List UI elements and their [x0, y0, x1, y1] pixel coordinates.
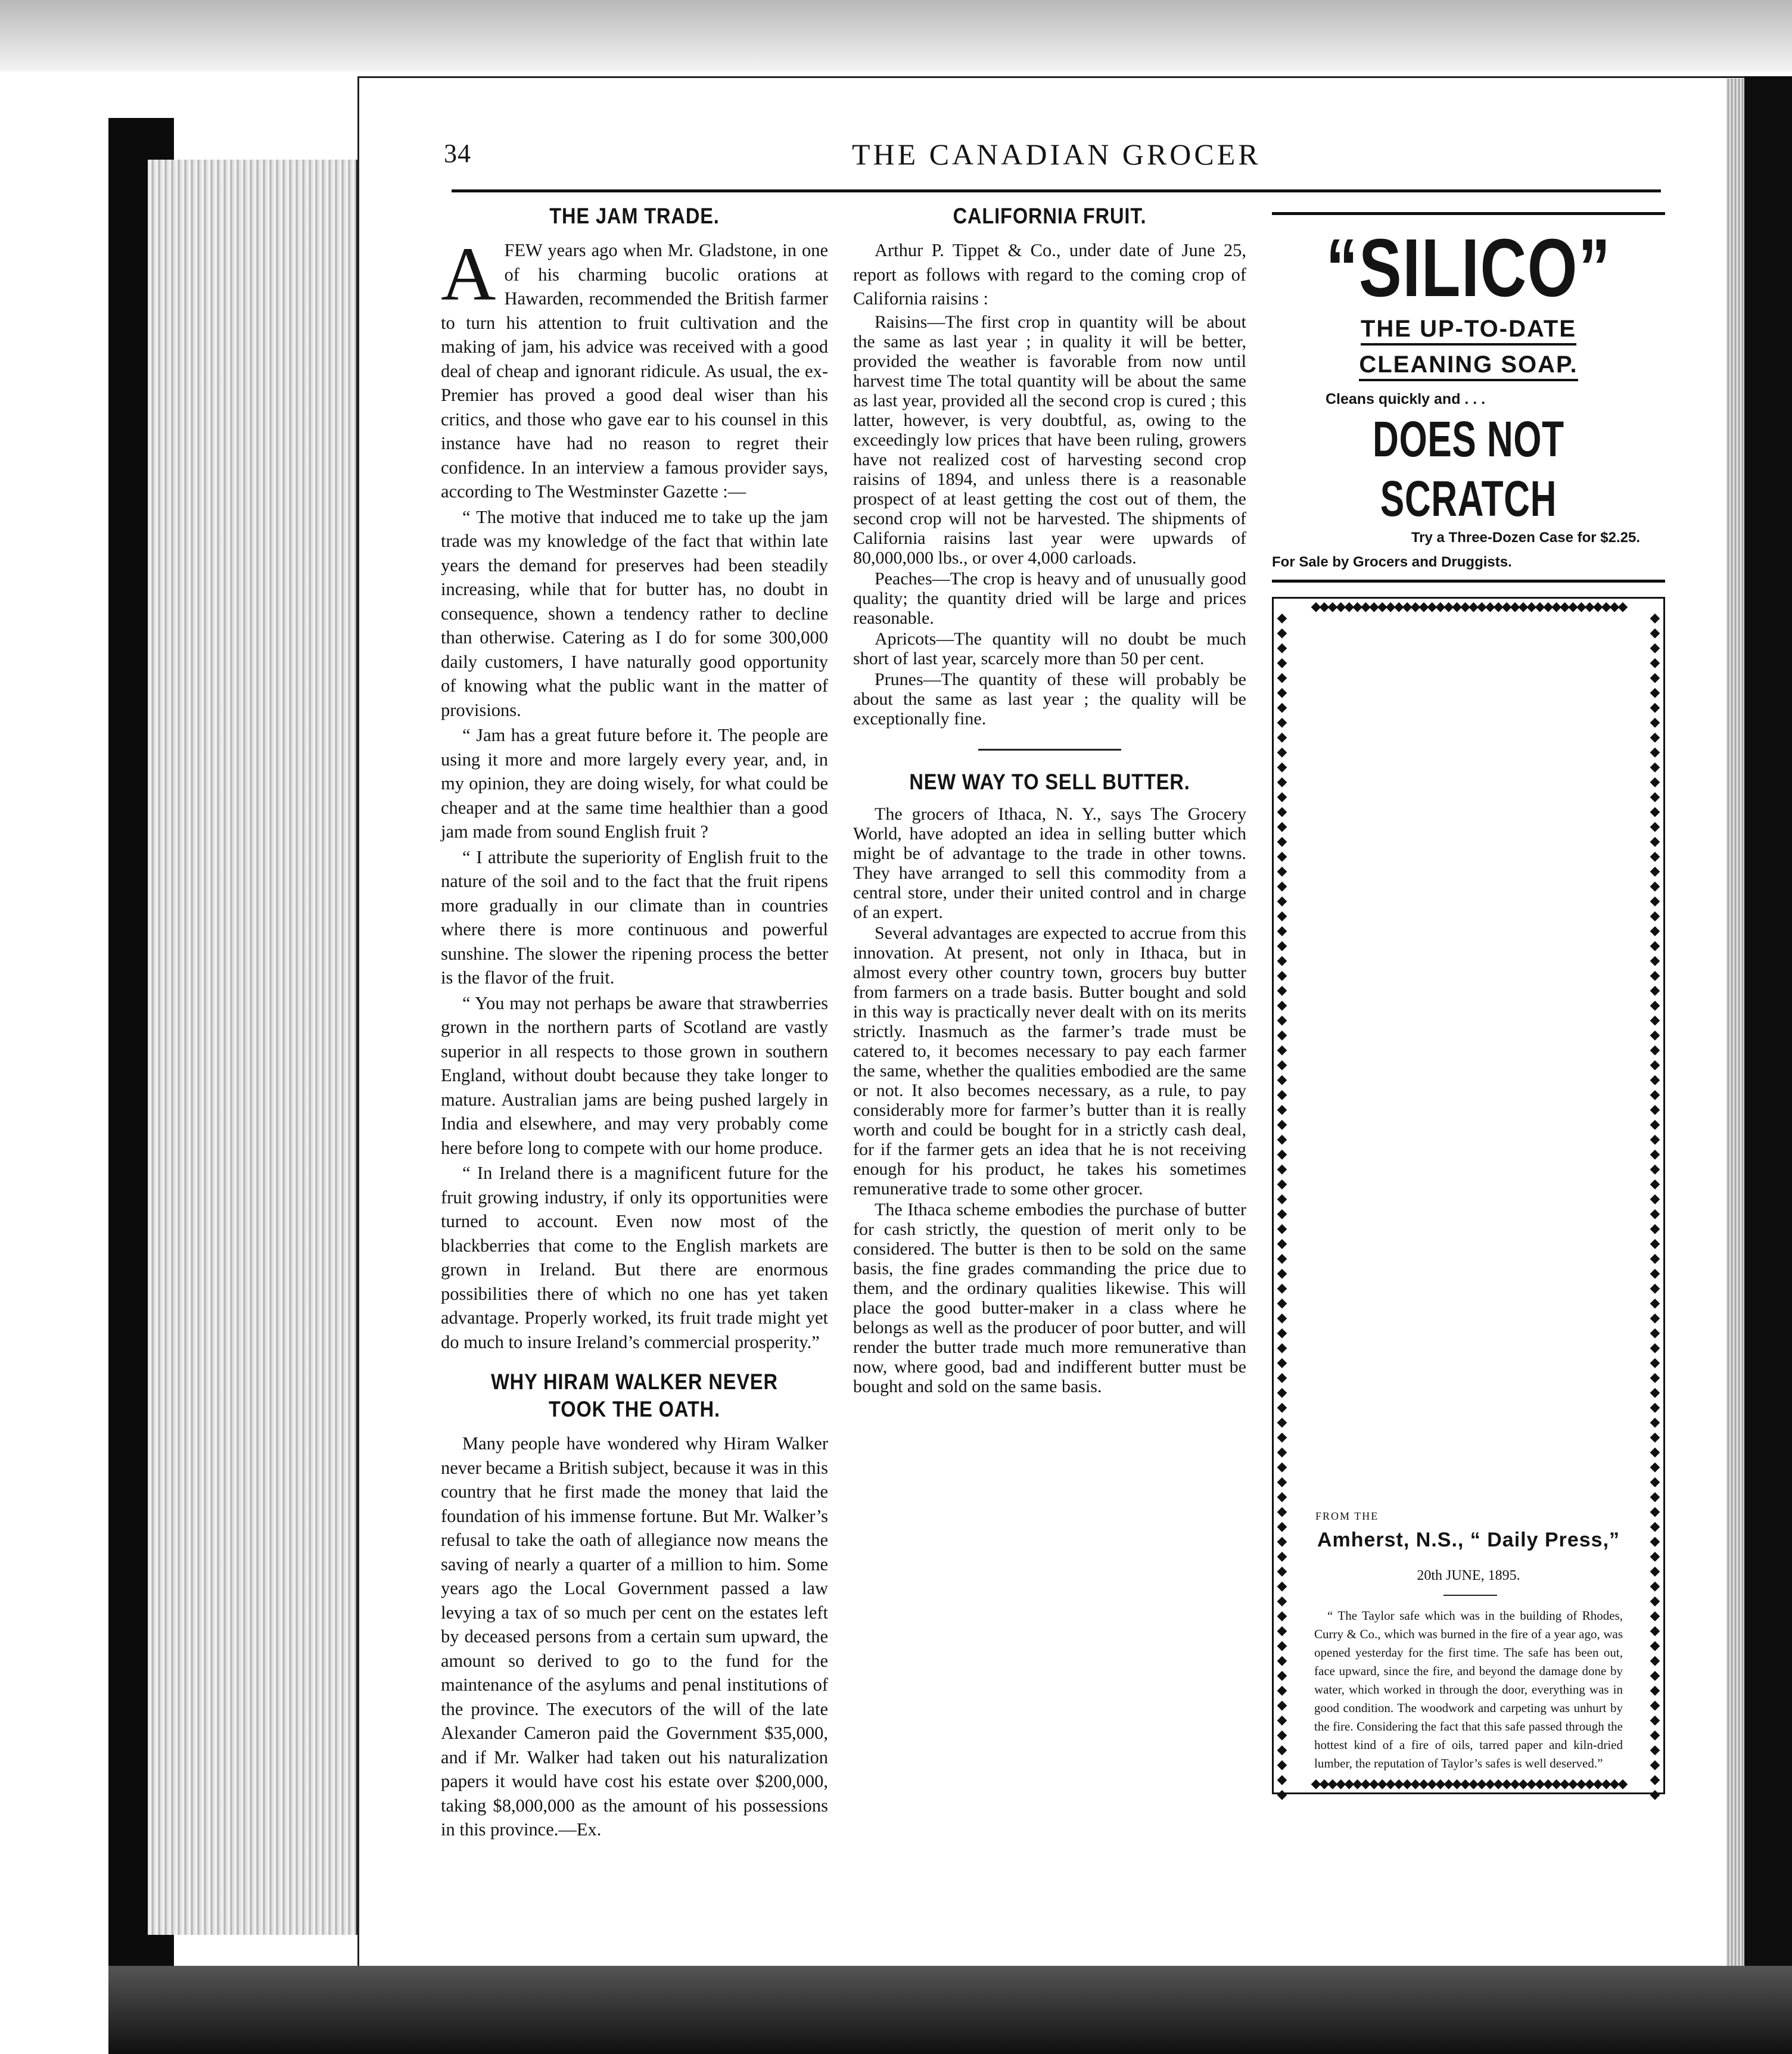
article-paragraph: “ You may not perhaps be aware that strawberries grown in the northern parts of Scotland are vastly superior in all respects to those grown in southern England, without doubt because they take longer to mature. Australian jams are being pushed largely in India and elsewhere, and may very probably come here before long to compete with our home produce.: [441, 992, 828, 1158]
ad-availability: For Sale by Grocers and Druggists.: [1272, 554, 1512, 570]
column-3: [1272, 197, 1665, 1802]
article-paragraph: Many people have wondered why Hiram Walker never became a British subject, because it was in this country that he first made the money that laid the foundation of his immense fortune. But Mr. Walker’s refusal to take the oath of allegiance now means the saving of nearly a quarter of a million to him. Some years ago the Local Government passed a law levying a tax of so much per cent on the estates left by deceased persons from a certain sum upward, the amount so derived to go to the fund for the maintenance of the asylums and penal institutions of the province. The executors of the will of the late Alexander Cameron paid the Government $35,000, and if Mr. Walker had taken out his naturalization papers it would have cost his estate over $200,000, taking $8,000,000 as the amount of his possessions in this province.—Ex.: [441, 1433, 828, 1840]
testimonial-divider: [1443, 1595, 1497, 1596]
article-paragraph: “ In Ireland there is a magnificent future for the fruit growing industry, if only its opportunities were turned to account. Even now most of the blackberries that come to the English markets are grown in Ireland. But there are enormous possibilities there of which no one has yet taken advantage. Properly worked, its fruit trade might yet do much to insure Ireland’s commercial prosperity.”: [441, 1163, 828, 1352]
testimonial-quote: “ The Taylor safe which was in the building of Rhodes, Curry & Co., which was burned in the fire of a year ago, was opened yesterday for the first time. The safe has been out, face upward, since the fire, and beyond the damage done by water, which worked in through the door, everything was in good condition. The woodwork and carpeting was unhurt by the fire. Considering the fact that this safe passed through the hottest kind of a fire of oils, tarred paper and kiln-dried lumber, the reputation of Taylor’s safes is well deserved.”: [1314, 1608, 1623, 1770]
article-paragraph: [441, 232, 828, 504]
ad-tagline-2: CLEANING SOAP.: [1359, 351, 1578, 381]
diamond-border-icon: ◆◆◆◆◆◆◆◆◆◆◆◆◆◆◆◆◆◆◆◆◆◆◆◆◆◆◆◆◆◆◆◆◆◆◆◆◆◆◆◆◆◆◆◆◆◆◆◆◆◆◆◆◆◆◆◆◆◆◆◆◆◆◆◆◆◆◆◆◆◆◆◆◆◆◆◆◆◆◆◆: [1650, 611, 1660, 1802]
diamond-border-icon: ◆◆◆◆◆◆◆◆◆◆◆◆◆◆◆◆◆◆◆◆◆◆◆◆◆◆◆◆◆◆◆◆◆◆◆◆◆◆◆◆◆◆◆◆◆◆◆◆◆◆◆◆◆◆◆◆◆◆◆◆◆◆◆◆◆◆◆◆◆◆◆◆◆◆◆◆◆◆◆◆: [1277, 611, 1287, 1802]
book-page-edges-right: [1726, 79, 1744, 1979]
book-cover-right: [1744, 76, 1792, 1983]
testimonial-source-label: FROM THE: [1315, 1510, 1379, 1522]
article-paragraph: “ Jam has a great future before it. The people are using it more and more largely every year, and, in my opinion, they are doing wisely, for what could be cheaper and at the same time healthier than a good jam made from sound English fruit ?: [441, 725, 828, 842]
drop-cap: A: [441, 232, 496, 316]
article-paragraph: Arthur P. Tippet & Co., under date of June 25, report as follows with regard to the coming crop of California raisins :: [853, 240, 1246, 309]
ad-offer: Try a Three-Dozen Case for $2.25.: [1411, 530, 1640, 546]
book-page-edges: [148, 160, 360, 1935]
article-butter: [853, 768, 1246, 1396]
ad-headline: DOES NOT SCRATCH: [1373, 411, 1564, 527]
article-paragraph: The grocers of Ithaca, N. Y., says The Grocery World, have adopted an idea in selling butter which might be of advantage to the trade in other towns. They have arranged to sell this commodity from a central store, under their united control and in charge of an expert.: [853, 804, 1246, 922]
ad-tagline-1: THE UP-TO-DATE: [1361, 316, 1576, 346]
ad-tagline: [1272, 348, 1665, 381]
article-paragraph: “ I attribute the superiority of English fruit to the nature of the soil and to the fact that the fruit ripens more gradually in our climate than in countries where there is more continuous and powerful sunshine. The slower the ripening process the better is the flavor of the fruit.: [441, 847, 828, 988]
article-jam-trade: [441, 203, 828, 1354]
column-1: [441, 197, 828, 1842]
ad-brand: “SILICO”: [1326, 222, 1611, 314]
section-divider: [978, 749, 1121, 751]
article-title: WHY HIRAM WALKER NEVER TOOK THE OATH.: [491, 1370, 778, 1421]
ad-tagline: [1272, 313, 1665, 345]
diamond-border-icon: ◆◆◆◆◆◆◆◆◆◆◆◆◆◆◆◆◆◆◆◆◆◆◆◆◆◆◆◆◆◆◆◆◆◆◆◆◆◆: [1311, 599, 1626, 614]
article-paragraph: Peaches—The crop is heavy and of unusually good quality; the quantity dried will be large and prices reasonable.: [853, 568, 1246, 628]
header-rule: [452, 189, 1661, 192]
article-paragraph: Several advantages are expected to accrue from this innovation. At present, not only in Ithaca, but in almost every other country town, grocers buy butter from farmers on a trade basis. Butter bought and sold in this way is practically never dealt with on its merits strictly. Inasmuch as the farmer’s trade must be catered to, it becomes necessary to pay each farmer the same, whether the qualities embodied are the same or not. It also becomes necessary, as a rule, to pay considerably more for farmer’s butter than it is really worth and could be bought for in a strictly cash deal, for if the farmer gets an idea that he is not receiving enough for his product, he takes his sometimes remunerative trade to some other grocer.: [853, 923, 1246, 1199]
ad-subline: Cleans quickly and . . .: [1326, 391, 1486, 407]
section-divider: [1272, 212, 1665, 215]
page-number: 34: [444, 139, 471, 168]
article-paragraph: Apricots—The quantity will no doubt be much short of last year, scarcely more than 50 per cent.: [853, 628, 1246, 668]
testimonial-box: [1272, 597, 1665, 1802]
article-paragraph: Raisins—The first crop in quantity will be about the same as last year ; in quality it will be better, provided the weather is favorable from now until harvest time The total quantity will be about the same as last year, provided all the second crop is cured ; this latter, however, is very doubtful, as, owing to the exceedingly low prices that have been ruling, growers have not realized cost of harvesting second crop raisins of 1894, and unless there is a reasonable prospect of at least getting the cost out of them, the second crop will not be harvested. The shipments of California raisins last year were upwards of 80,000,000 lbs., or over 4,000 carloads.: [853, 312, 1246, 568]
article-title: NEW WAY TO SELL BUTTER.: [909, 769, 1190, 794]
article-paragraph: Prunes—The quantity of these will probably be about the same as last year ; the quality will be exceptionally fine.: [853, 669, 1246, 729]
column-2: [853, 197, 1246, 1396]
article-paragraph: The Ithaca scheme embodies the purchase of butter for cash strictly, the question of merit only to be considered. The butter is then to be sold on the same basis, the fine grades commanding the price due to them, and the ordinary qualities likewise. This will place the good butter-maker in a class where he belongs as well as the producer of poor butter, and will render the butter trade much more remunerative than now, where good, bad and indifferent butter must be bought and sold on the same basis.: [853, 1199, 1246, 1396]
testimonial-date: 20th JUNE, 1895.: [1417, 1568, 1520, 1583]
article-hiram-walker: [441, 1368, 828, 1842]
article-california-fruit: [853, 203, 1246, 729]
article-title: CALIFORNIA FRUIT.: [953, 204, 1147, 228]
scan-background: [0, 0, 1792, 71]
diamond-border-icon: ◆◆◆◆◆◆◆◆◆◆◆◆◆◆◆◆◆◆◆◆◆◆◆◆◆◆◆◆◆◆◆◆◆◆◆◆◆◆: [1311, 1776, 1626, 1791]
paragraph-text: FEW years ago when Mr. Gladstone, in one of his charming bucolic orations at Hawarden, recommended the British farmer to turn his attention to fruit cultivation and the making of jam, his advice was received with a good deal of cheap and ignorant ridicule. As usual, the ex-Premier has proved a good deal wiser than his critics, and those who gave ear to his counsel in this instance have had no reason to regret their confidence. In an interview a famous provider says, according to The Westminster Gazette :—: [441, 240, 828, 502]
testimonial-newspaper: Amherst, N.S., “ Daily Press,”: [1317, 1529, 1620, 1551]
article-paragraph: “ The motive that induced me to take up the jam trade was my knowledge of the fact that within late years the demand for preserves had been steadily increasing, while that for butter has, no doubt in consequence, shown a tendency rather to decline than otherwise. Catering as I do for some 300,000 daily customers, I have naturally good opportunity of knowing what the public want in the matter of provisions.: [441, 506, 828, 720]
masthead: THE CANADIAN GROCER: [852, 138, 1261, 171]
section-divider: [1272, 580, 1665, 583]
advertisement-silico: [1272, 223, 1665, 574]
book-bottom-board: [108, 1966, 1792, 2054]
article-title: THE JAM TRADE.: [549, 204, 720, 228]
